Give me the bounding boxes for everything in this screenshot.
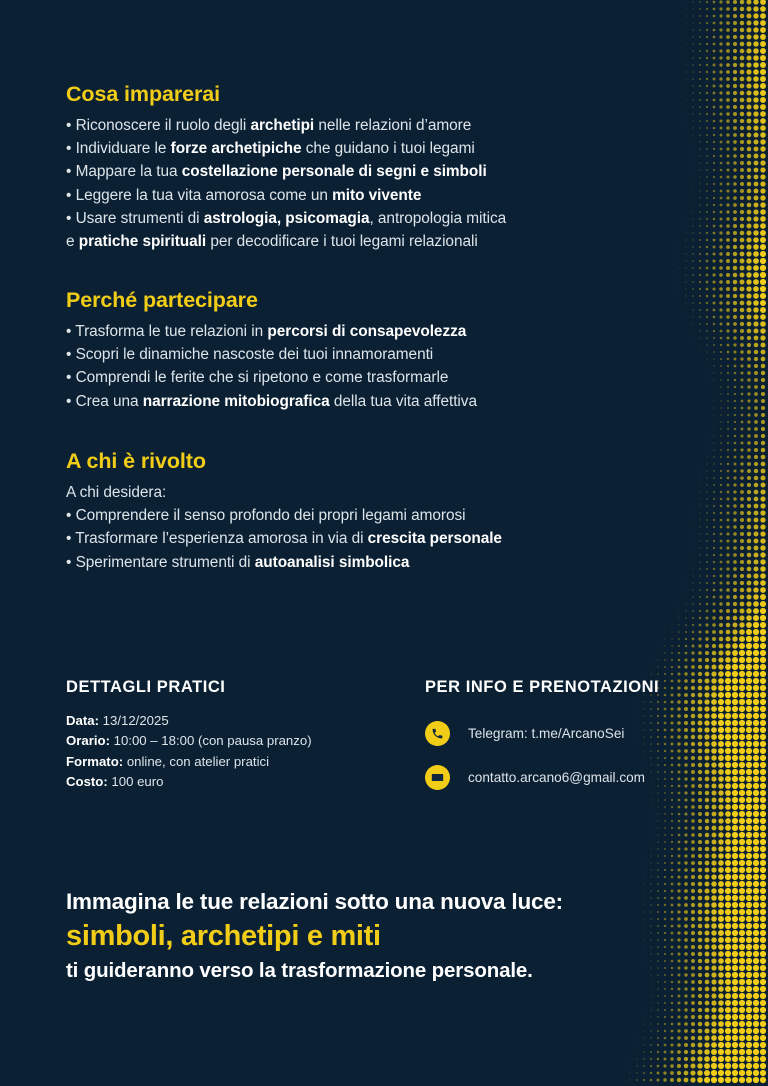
bullet-line: A chi desidera: [66, 483, 167, 501]
envelope-icon [425, 765, 450, 790]
bullet-line: • Leggere la tua vita amorosa come un mito vivente [66, 186, 422, 204]
contact-email-text: contatto.arcano6@gmail.com [468, 770, 646, 785]
contact-telegram-text: Telegram: t.me/ArcanoSei [468, 726, 625, 741]
detail-row [66, 752, 312, 772]
detail-label: Costo: [66, 773, 108, 789]
section-body [66, 481, 502, 574]
detail-value: 13/12/2025 [98, 713, 169, 728]
bullet-line: • Sperimentare strumenti di autoanalisi simbolica [66, 553, 410, 571]
halftone-dot-pattern-decoration [628, 0, 768, 1086]
detail-label: Formato: [66, 753, 124, 769]
section-perche-partecipare [66, 288, 477, 413]
closing-statement [66, 886, 563, 986]
section-title: A chi è rivolto [66, 449, 206, 473]
bullet-line: • Trasforma le tue relazioni in percorsi di consapevolezza [66, 322, 467, 340]
contacts-block [425, 678, 659, 809]
bullet-line: • Comprendere il senso profondo dei propri legami amorosi [66, 507, 466, 525]
bullet-line: • Individuare le forze archetipiche che guidano i tuoi legami [66, 140, 475, 158]
bullet-line: • Scopri le dinamiche nascoste dei tuoi innamoramenti [66, 346, 434, 364]
bullet-line: • Usare strumenti di astrologia, psicomagia, antropologia mitica [66, 209, 507, 227]
detail-row [66, 711, 312, 731]
contact-email[interactable] [425, 765, 659, 790]
bullet-line: • Trasformare l’esperienza amorosa in via di crescita personale [66, 530, 502, 548]
detail-row [66, 772, 312, 792]
bullet-line: • Comprendi le ferite che si ripetono e come trasformarle [66, 369, 449, 387]
section-cosa-imparerai [66, 82, 506, 254]
section-title: Perché partecipare [66, 288, 258, 312]
detail-value: 10:00 – 18:00 (con pausa pranzo) [109, 733, 312, 749]
closing-line-3: ti guideranno verso la trasformazione personale. [66, 959, 533, 982]
section-body [66, 320, 477, 413]
contact-telegram[interactable] [425, 721, 659, 746]
practical-details-list [66, 711, 312, 792]
contacts-title: PER INFO E PRENOTAZIONI [425, 678, 660, 696]
closing-line-1: Immagina le tue relazioni sotto una nuova luce: [66, 889, 563, 914]
bullet-line: • Crea una narrazione mitobiografica della tua vita affettiva [66, 392, 477, 410]
detail-value: 100 euro [107, 773, 164, 789]
section-title: Cosa imparerai [66, 82, 220, 106]
bullet-line: • Mappare la tua costellazione personale di segni e simboli [66, 163, 487, 181]
detail-label: Data: [66, 713, 99, 728]
closing-line-2: simboli, archetipi e miti [66, 920, 381, 952]
practical-details-title: DETTAGLI PRATICI [66, 678, 226, 696]
section-body [66, 114, 506, 254]
phone-icon [425, 721, 450, 746]
detail-label: Orario: [66, 733, 110, 749]
practical-details-block [66, 678, 312, 792]
detail-row [66, 731, 312, 751]
detail-value: online, con atelier pratici [123, 753, 270, 769]
section-a-chi-e-rivolto [66, 449, 502, 574]
bullet-line: • Riconoscere il ruolo degli archetipi nelle relazioni d’amore [66, 116, 472, 134]
bullet-line: e pratiche spirituali per decodificare i tuoi legami relazionali [66, 233, 478, 251]
